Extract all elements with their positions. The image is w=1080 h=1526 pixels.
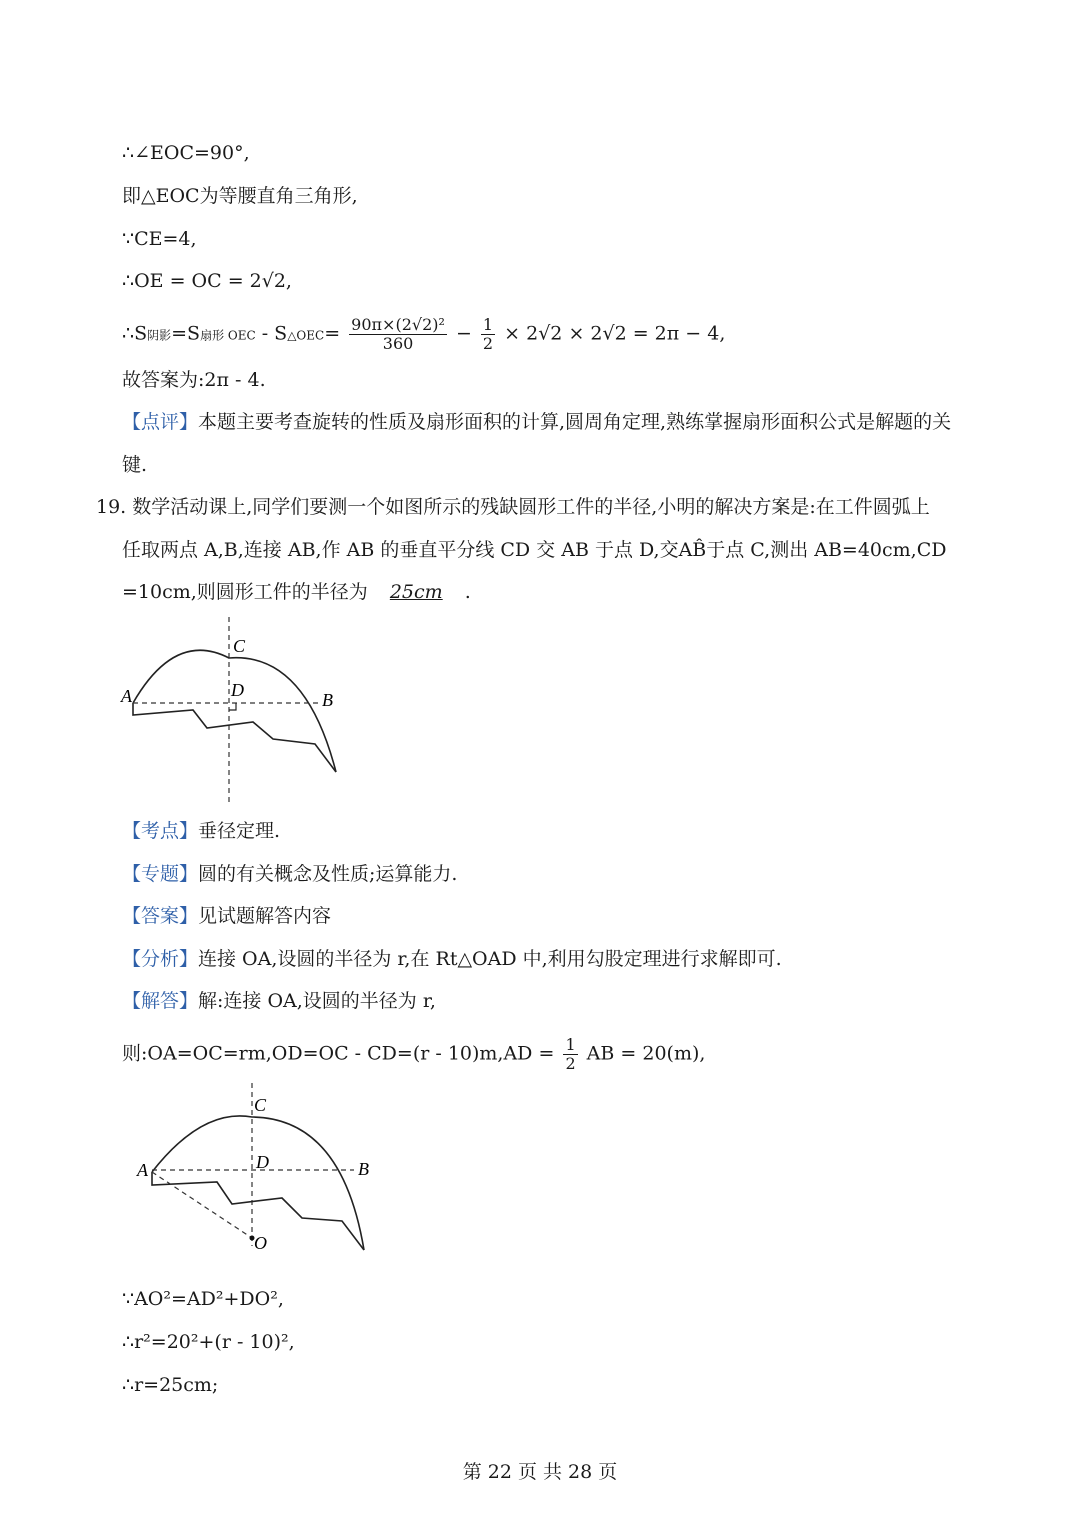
area-formula xyxy=(122,316,725,353)
review-text: 本题主要考查旋转的性质及扇形面积的计算,圆周角定理,熟练掌握扇形面积公式是解题的关 xyxy=(198,411,952,433)
q19-text-1: 数学活动课上,同学们要测一个如图所示的残缺圆形工件的半径,小明的解决方案是:在工件圆弧上 xyxy=(132,496,930,518)
arc-outline xyxy=(133,650,336,772)
prev-line-2: 即△EOC为等腰直角三角形, xyxy=(122,185,358,207)
daan-tag: 【答案】 xyxy=(122,905,199,927)
fraction-sector-den: 360 xyxy=(382,334,414,353)
prev-answer: 故答案为:2π - 4. xyxy=(122,369,266,391)
right-angle-mark xyxy=(229,703,236,710)
figure-workpiece-2 xyxy=(132,1078,382,1258)
label-a: A xyxy=(137,1160,148,1180)
prev-line-1: ∴∠EOC=90°, xyxy=(122,142,250,164)
formula-tail: × 2√2 × 2√2 = 2π − 4, xyxy=(504,322,726,345)
then-fraction-num: 1 xyxy=(565,1035,576,1054)
then-fraction xyxy=(563,1036,577,1073)
label-d: D xyxy=(231,680,244,700)
jieda-text: 解:连接 OA,设圆的半径为 r, xyxy=(198,990,436,1012)
fraction-half-num: 1 xyxy=(482,315,494,334)
fraction-half-den: 2 xyxy=(482,334,494,353)
prev-line-3: ∵CE=4, xyxy=(122,228,197,250)
jieda-line xyxy=(122,988,436,1014)
label-b: B xyxy=(358,1159,369,1179)
jieda-tag: 【解答】 xyxy=(122,990,199,1012)
q19-line-1 xyxy=(96,494,930,520)
label-a: A xyxy=(121,686,132,706)
fraction-sector-num: 90π×(2√2)² xyxy=(351,315,445,334)
q19-number: 19. xyxy=(96,496,127,518)
review-cont: 键. xyxy=(122,454,148,476)
figure-workpiece-1 xyxy=(115,612,355,807)
then-line xyxy=(122,1036,705,1073)
label-c: C xyxy=(233,636,246,656)
kaodian-text: 垂径定理. xyxy=(198,820,281,842)
zhuanti-text: 圆的有关概念及性质;运算能力. xyxy=(198,863,458,885)
then-prefix: 则:OA=OC=rm,OD=OC - CD=(r - 10)m,AD = xyxy=(122,1042,555,1065)
q19-line-3 xyxy=(122,579,471,605)
formula-sub-triangle: △OEC xyxy=(287,328,325,343)
then-suffix: AB = 20(m), xyxy=(586,1042,706,1065)
kaodian-line xyxy=(122,818,280,844)
label-b: B xyxy=(322,690,333,710)
formula-mid2: - S xyxy=(255,322,288,345)
final-line-2: ∴r²=20²+(r - 10)², xyxy=(122,1331,295,1353)
label-c: C xyxy=(254,1095,267,1115)
fenxi-text: 连接 OA,设圆的半径为 r,在 Rt△OAD 中,利用勾股定理进行求解即可. xyxy=(198,948,782,970)
label-d: D xyxy=(256,1152,269,1172)
fraction-sector xyxy=(349,316,447,353)
formula-eq: = xyxy=(324,322,341,345)
review-line xyxy=(122,409,951,435)
review-tag: 【点评】 xyxy=(122,411,199,433)
formula-sub-sector: 扇形 OEC xyxy=(200,328,256,343)
q19-answer-blank: 25cm xyxy=(389,581,443,603)
label-o: O xyxy=(254,1233,267,1253)
formula-mid1: =S xyxy=(171,322,201,345)
formula-minus: − xyxy=(455,322,472,345)
final-line-1: ∵AO²=AD²+DO², xyxy=(122,1288,284,1310)
page-footer: 第 22 页 共 28 页 xyxy=(462,1461,618,1483)
zhuanti-line xyxy=(122,861,457,887)
daan-text: 见试题解答内容 xyxy=(198,905,332,927)
daan-line xyxy=(122,903,331,929)
q19-text-3: =10cm,则圆形工件的半径为 xyxy=(122,581,368,603)
fenxi-line xyxy=(122,946,782,972)
q19-text-3-end: . xyxy=(464,581,471,603)
q19-line-2: 任取两点 A,B,连接 AB,作 AB 的垂直平分线 CD 交 AB 于点 D,交AB̂于点 C,测出 AB=40cm,CD xyxy=(122,539,947,561)
broken-edge xyxy=(133,703,336,772)
zhuanti-tag: 【专题】 xyxy=(122,863,199,885)
final-line-3: ∴r=25cm; xyxy=(122,1374,219,1396)
prev-line-4: ∴OE = OC = 2√2, xyxy=(122,270,292,292)
fraction-half xyxy=(481,316,495,353)
then-fraction-den: 2 xyxy=(565,1054,576,1073)
kaodian-tag: 【考点】 xyxy=(122,820,199,842)
fenxi-tag: 【分析】 xyxy=(122,948,199,970)
formula-sub-shadow: 阴影 xyxy=(147,328,172,343)
formula-s: ∴S xyxy=(122,322,148,345)
